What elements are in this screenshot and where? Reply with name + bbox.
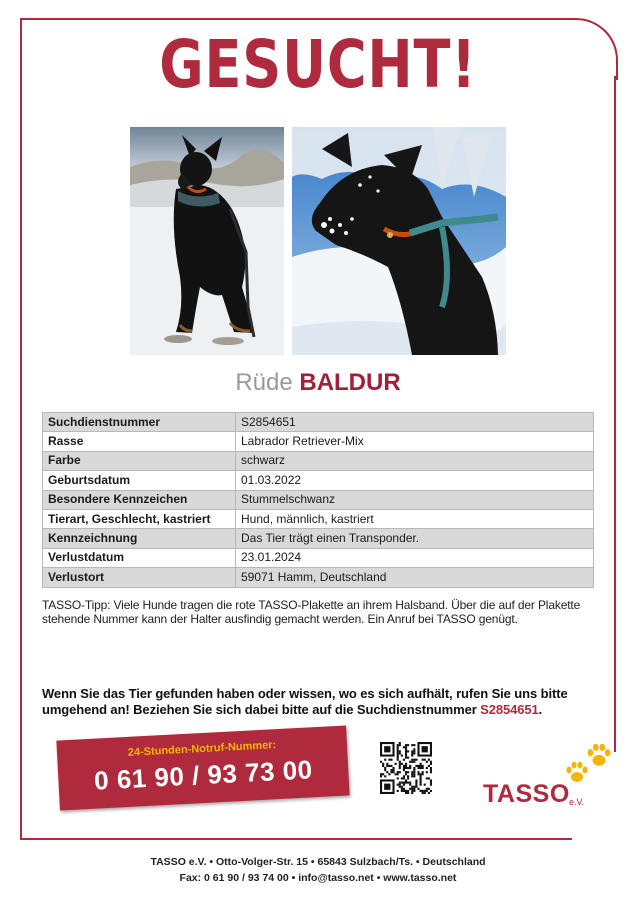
- row-value: Hund, männlich, kastriert: [236, 509, 594, 528]
- table-row: [43, 509, 594, 528]
- frame-line-top: [20, 18, 576, 20]
- table-row: [43, 413, 594, 432]
- row-label: Tierart, Geschlecht, kastriert: [43, 509, 236, 528]
- table-row: [43, 529, 594, 548]
- details-table: [42, 412, 594, 588]
- row-label: Rasse: [43, 432, 236, 451]
- tasso-logo-suffix: e.V.: [569, 797, 585, 807]
- callout-reference: S2854651: [480, 702, 539, 717]
- animal-gender: Rüde: [235, 369, 293, 396]
- qr-code[interactable]: [380, 742, 432, 794]
- paw-icon-large: [585, 742, 613, 770]
- frame-corner: [574, 18, 618, 80]
- frame-line-left: [20, 18, 22, 840]
- row-value: 01.03.2022: [236, 471, 594, 490]
- callout-end: .: [538, 702, 543, 717]
- page-title: GESUCHT!: [159, 26, 477, 103]
- animal-name-line: [0, 369, 636, 397]
- callout-text: Wenn Sie das Tier gefunden haben oder wissen, wo es sich aufhält, rufen Sie uns bitte umgehend an! Beziehen Sie sich dabei bitte auf die Suchdienstnummer: [42, 686, 568, 717]
- row-value: S2854651: [236, 413, 594, 432]
- contact-callout: [42, 686, 602, 718]
- table-row: [43, 451, 594, 470]
- table-row: [43, 548, 594, 567]
- row-label: Geburtsdatum: [43, 471, 236, 490]
- hotline-label: 24-Stunden-Notruf-Nummer:: [127, 739, 277, 759]
- row-value: Stummelschwanz: [236, 490, 594, 509]
- footer-address: TASSO e.V. • Otto-Volger-Str. 15 • 65843 Sulzbach/Ts. • Deutschland: [150, 856, 486, 868]
- table-row: [43, 432, 594, 451]
- row-label: Besondere Kennzeichen: [43, 490, 236, 509]
- row-value: Das Tier trägt einen Transponder.: [236, 529, 594, 548]
- table-row: [43, 471, 594, 490]
- frame-line-right: [614, 76, 616, 752]
- hotline-number[interactable]: 0 61 90 / 93 73 00: [93, 754, 314, 796]
- row-label: Kennzeichnung: [43, 529, 236, 548]
- row-label: Farbe: [43, 451, 236, 470]
- dog-photo-closeup: [292, 127, 506, 355]
- animal-name: BALDUR: [299, 369, 401, 396]
- table-row: [43, 490, 594, 509]
- row-value: 23.01.2024: [236, 548, 594, 567]
- row-value: 59071 Hamm, Deutschland: [236, 568, 594, 587]
- table-row: [43, 568, 594, 587]
- row-label: Verlustdatum: [43, 548, 236, 567]
- row-value: Labrador Retriever-Mix: [236, 432, 594, 451]
- tasso-logo: TASSO: [483, 780, 570, 808]
- row-label: Verlustort: [43, 568, 236, 587]
- row-value: schwarz: [236, 451, 594, 470]
- frame-line-bottom: [20, 838, 572, 840]
- footer-contact: Fax: 0 61 90 / 93 74 00 • info@tasso.net • www.tasso.net: [179, 872, 457, 884]
- dog-photo-sitting: [130, 127, 284, 355]
- tasso-tip: TASSO-Tipp: Viele Hunde tragen die rote TASSO-Plakette an ihrem Halsband. Über die auf der Plakette stehende Nummer kann der Halter ausfindig gemacht werden. Ein Anruf bei TASSO genügt.: [42, 598, 581, 626]
- row-label: Suchdienstnummer: [43, 413, 236, 432]
- hotline-banner: [56, 725, 349, 810]
